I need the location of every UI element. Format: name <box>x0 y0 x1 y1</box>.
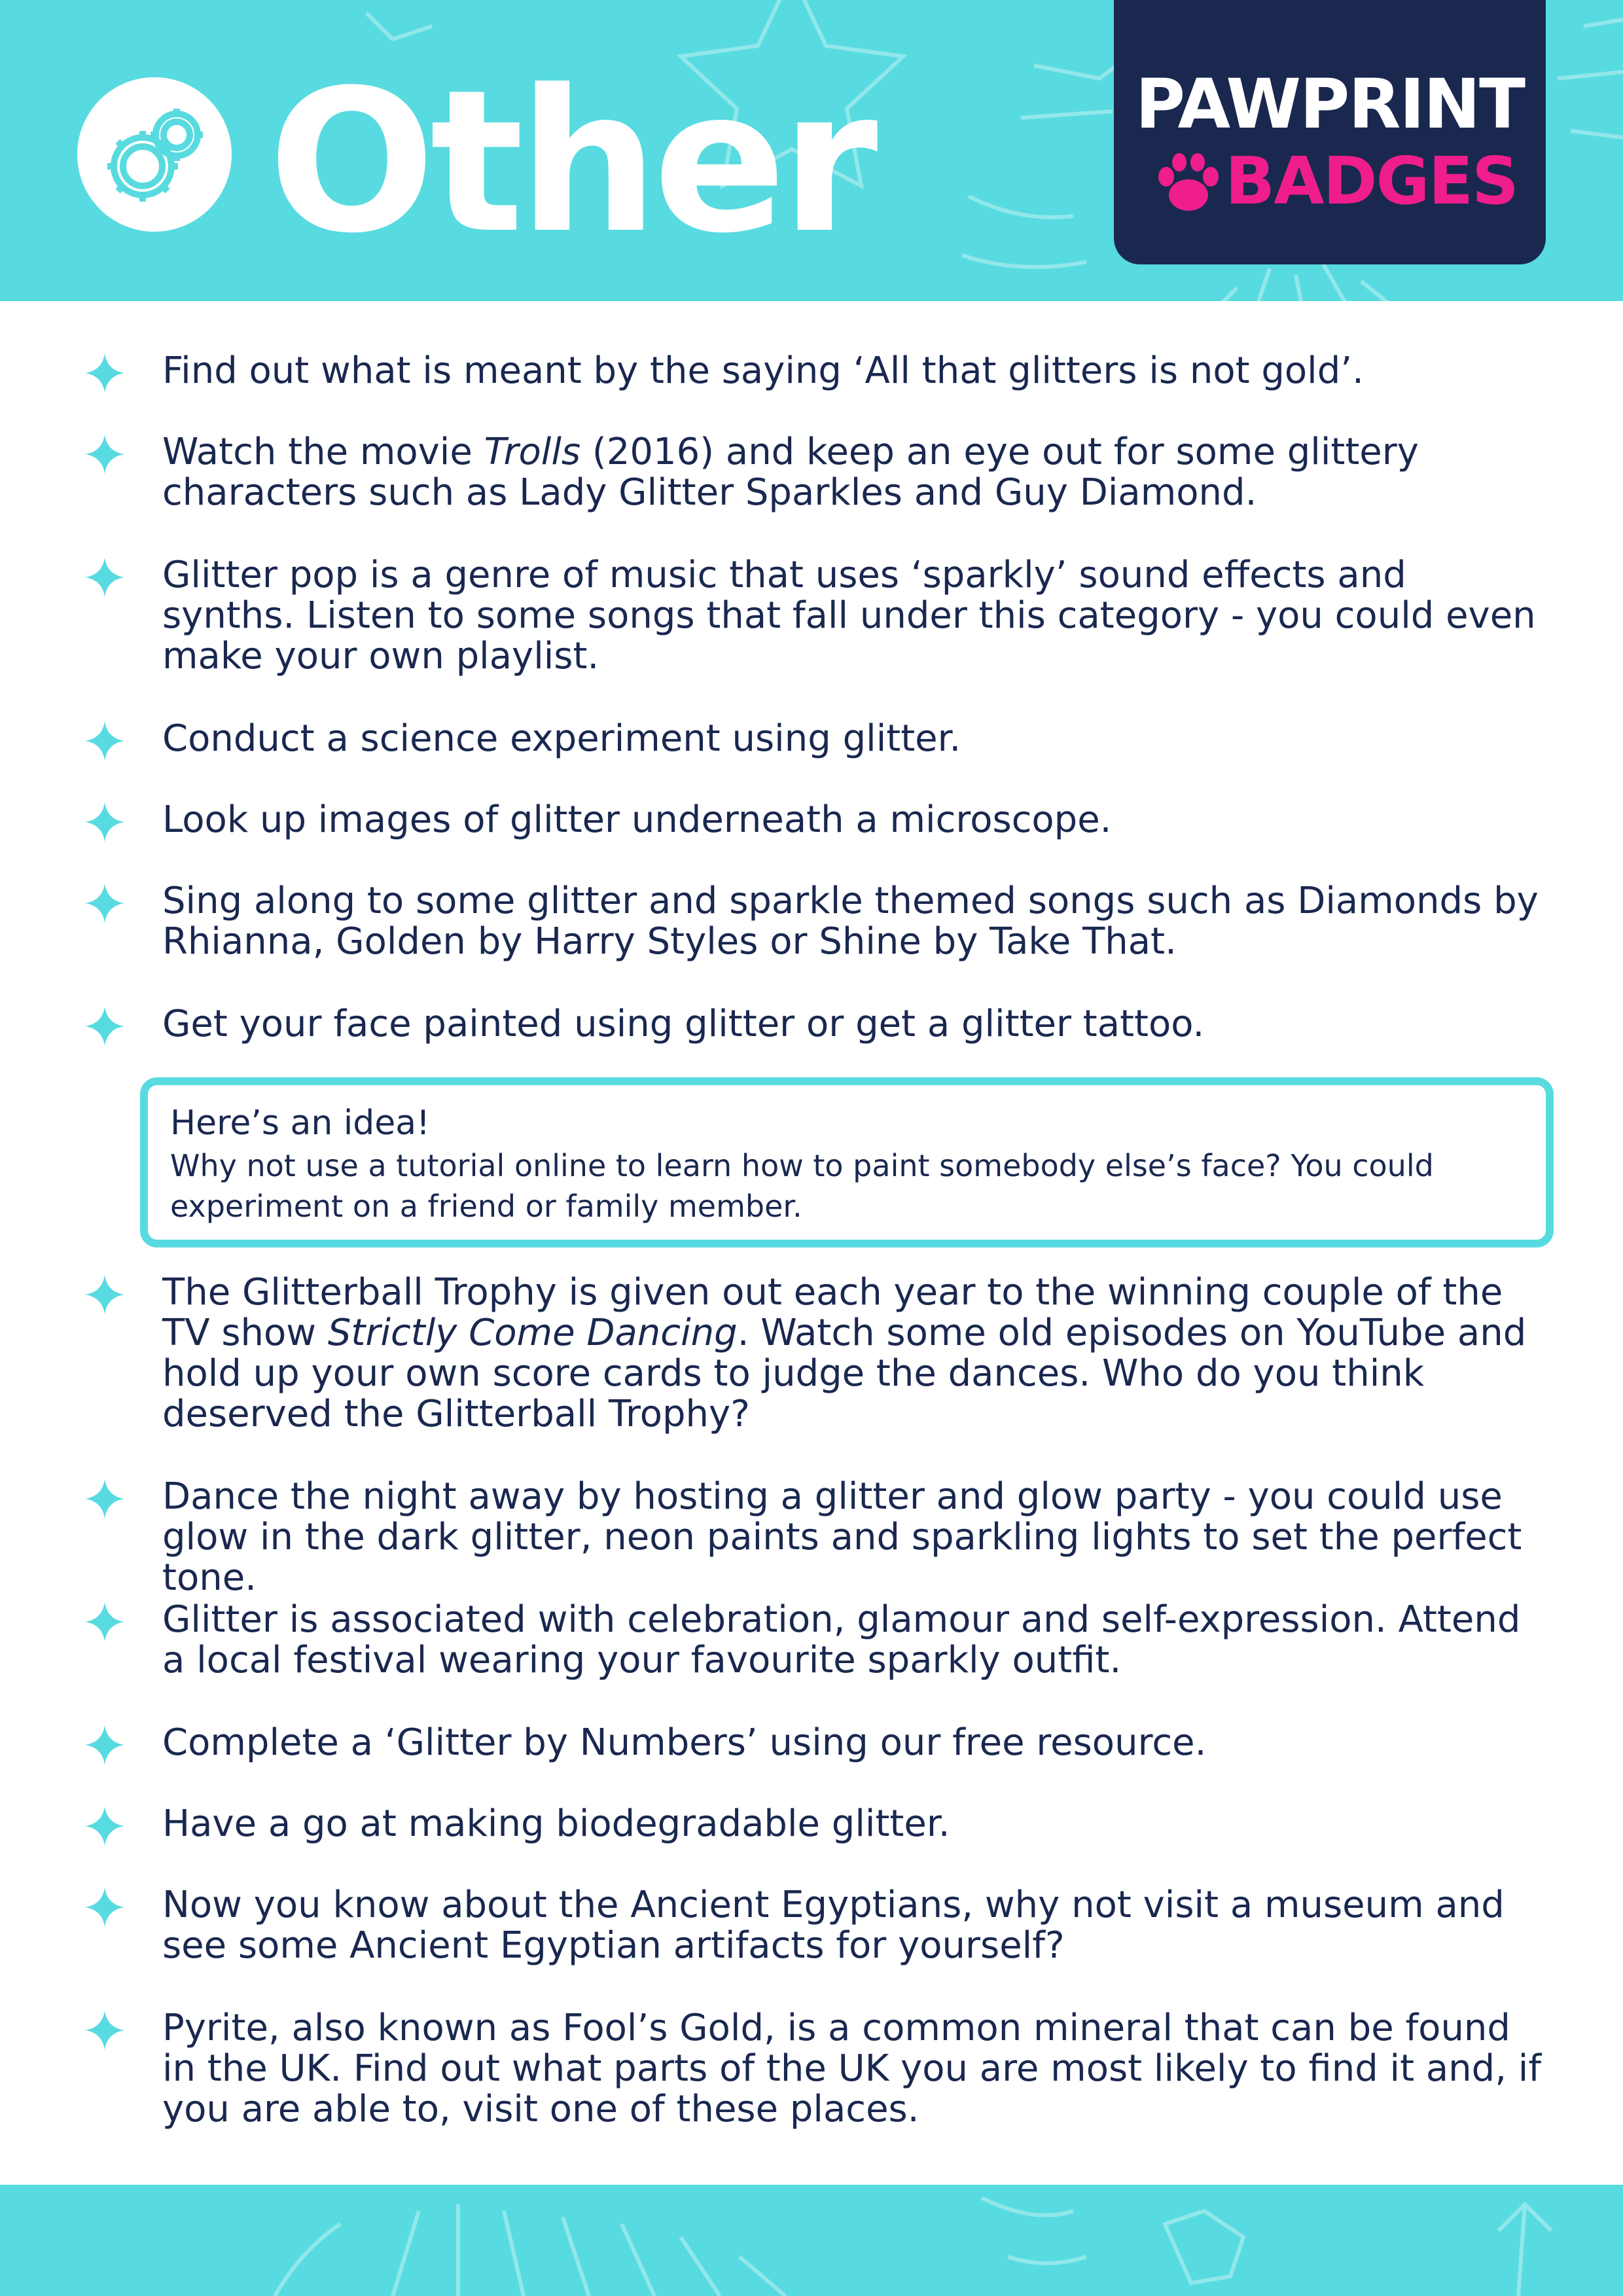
list-item-text: Complete a ‘Glitter by Numbers’ using our free resource. <box>162 1721 1207 1764</box>
sparkle-bullet-icon <box>85 1007 124 1046</box>
list-item-text: Dance the night away by hosting a glitter and glow party - you could use glow in the dark glitter, neon paints and sparkling lights to set the perfect tone. <box>162 1475 1522 1599</box>
idea-title: Here’s an idea! <box>170 1103 430 1143</box>
list-item-text: Find out what is meant by the saying ‘All that glitters is not gold’. <box>162 350 1364 392</box>
sparkle-bullet-icon <box>85 1888 124 1927</box>
list-item-text: Conduct a science experiment using glitter. <box>162 717 961 760</box>
sparkle-bullet-icon <box>85 558 124 597</box>
gears-icon <box>77 77 232 232</box>
brand-logo <box>1114 0 1546 264</box>
sparkle-bullet-icon <box>85 884 124 923</box>
list-item-text: Glitter pop is a genre of music that uses ‘sparkly’ sound effects and synths. Listen to some songs that fall under this category - you could even make your own playlist. <box>162 554 1536 677</box>
brand-name-line1: PAWPRINT <box>1135 64 1525 144</box>
sparkle-bullet-icon <box>85 1479 124 1518</box>
show-title: Strictly Come Dancing <box>327 1312 738 1354</box>
page-title: Other <box>268 48 873 276</box>
sparkle-bullet-icon <box>85 435 124 474</box>
footer-banner <box>0 2185 1623 2296</box>
list-item-text: Glitter is associated with celebration, glamour and self-expression. Attend a local festival wearing your favourite sparkly outfit. <box>162 1598 1521 1681</box>
sparkle-bullet-icon <box>85 802 124 842</box>
list-item-text: Get your face painted using glitter or get a glitter tattoo. <box>162 1003 1205 1045</box>
brand-name-line2: BADGES <box>1225 143 1518 219</box>
sparkle-bullet-icon <box>85 721 124 761</box>
list-item-text: Have a go at making biodegradable glitter. <box>162 1803 950 1845</box>
sparkle-bullet-icon <box>85 2011 124 2050</box>
header-banner <box>0 0 1623 301</box>
decorative-footer-lines <box>0 2185 1623 2296</box>
list-item-text: Look up images of glitter underneath a microscope. <box>162 798 1112 841</box>
idea-body: Why not use a tutorial online to learn how to paint somebody else’s face? You could experiment on a friend or family member. <box>170 1148 1434 1224</box>
list-item-text: Watch the movie Trolls (2016) and keep an eye out for some glittery characters such as Lady Glitter Sparkles and Guy Diamond. <box>162 431 1419 514</box>
movie-title: Trolls <box>484 431 581 473</box>
sparkle-bullet-icon <box>85 1275 124 1314</box>
sparkle-bullet-icon <box>85 1725 124 1765</box>
list-item-text: Now you know about the Ancient Egyptians, why not visit a museum and see some Ancient Egyptian artifacts for yourself? <box>162 1884 1505 1967</box>
sparkle-bullet-icon <box>85 353 124 393</box>
paw-icon <box>1153 152 1225 217</box>
gears-icon-badge <box>77 77 232 232</box>
list-item-text: Pyrite, also known as Fool’s Gold, is a common mineral that can be found in the UK. Find out what parts of the UK you are most likely to find it and, if you are able to, visit one of these places. <box>162 2007 1542 2130</box>
list-item-text: The Glitterball Trophy is given out each year to the winning couple of the TV show Strictly Come Dancing. Watch some old episodes on YouTube and hold up your own score cards to judge the dances. Who do you think deserved the Glitterball Trophy? <box>162 1271 1527 1435</box>
idea-callout <box>140 1077 1554 1247</box>
list-item-text: Sing along to some glitter and sparkle themed songs such as Diamonds by Rhianna, Golden by Harry Styles or Shine by Take That. <box>162 880 1539 963</box>
sparkle-bullet-icon <box>85 1602 124 1641</box>
sparkle-bullet-icon <box>85 1806 124 1846</box>
